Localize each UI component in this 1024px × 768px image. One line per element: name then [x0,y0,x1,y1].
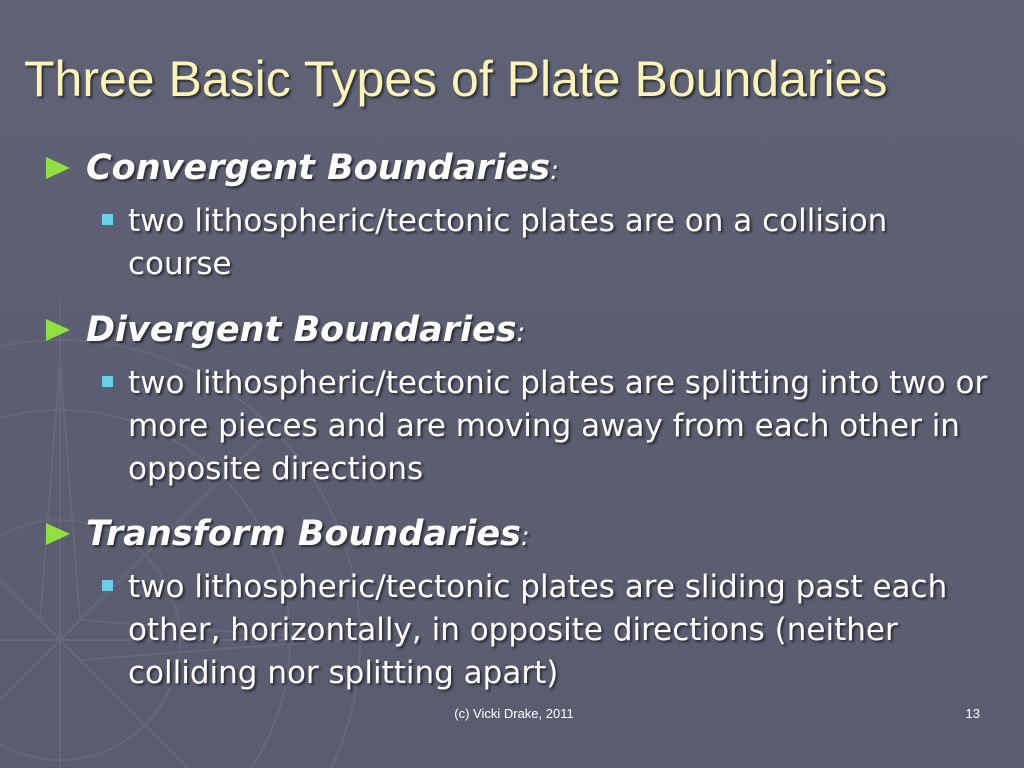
heading-divergent: Divergent Boundaries [86,310,517,350]
slide-title: Three Basic Types of Plate Boundaries [24,51,888,107]
heading-colon: : [550,156,559,186]
heading-transform: Transform Boundaries [86,514,521,554]
square-bullet-icon [102,376,113,387]
right-triangle-arrow-icon [46,523,70,545]
detail-divergent: two lithospheric/tectonic plates are splitting into two or more pieces and are moving away from each other in opposite directions [128,365,988,487]
detail-transform: two lithospheric/tectonic plates are sliding past each other, horizontally, in opposite directions (neither colliding nor splitting apart) [128,569,948,691]
heading-colon: : [516,318,526,348]
page-number: 13 [965,706,980,721]
square-bullet-icon [102,214,113,225]
slide-content [46,140,1006,703]
sub-bullet-divergent [46,362,1006,498]
right-triangle-arrow-icon [46,157,70,179]
bullet-convergent-boundaries [46,140,1006,200]
sub-bullet-transform [46,566,1006,695]
right-triangle-arrow-icon [46,319,70,341]
bullet-transform-boundaries [46,506,1006,566]
heading-colon: : [520,522,530,552]
square-bullet-icon [102,580,113,591]
heading-convergent: Convergent Boundaries [86,148,551,188]
detail-convergent: two lithospheric/tectonic plates are on a collision course [128,203,888,282]
sub-bullet-convergent [46,200,1006,294]
bullet-divergent-boundaries [46,302,1006,362]
slide-footer: (c) Vicki Drake, 2011 [454,706,574,721]
